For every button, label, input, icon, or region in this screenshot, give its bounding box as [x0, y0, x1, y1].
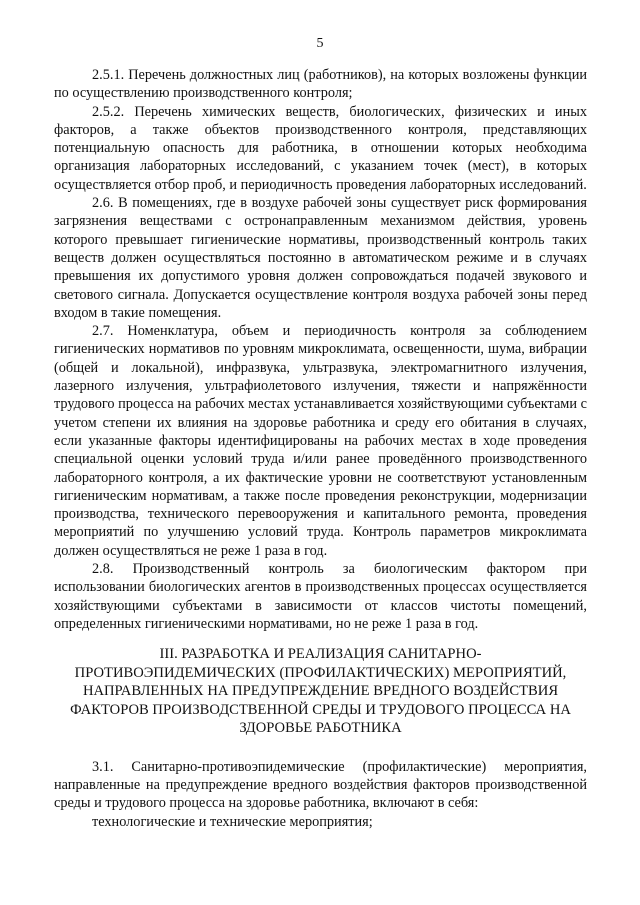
document-body: [54, 66, 587, 831]
paragraph-2-8: 2.8. Производственный контроль за биологическим фактором при использовании биологических агентов в производственных процессах осуществляется хозяйствующими субъектами в зависимости от классов чистоты помещений, определенных гигиеническими нормативами, но не реже 1 раза в год.: [54, 561, 587, 632]
paragraph-2-6: 2.6. В помещениях, где в воздухе рабочей зоны существует риск формирования загрязнения веществами с остронаправленным механизмом действия, уровень которого превышает гигиенические нормативы, производственный контроль таких веществ должен осуществляться постоянно в автоматическом режиме и в случаях превышения их допустимого уровня должен сопровождаться подачей звукового и светового сигнала. Допускается осуществление контроля воздуха рабочей зоны перед входом в такие помещения.: [54, 195, 587, 321]
section-heading: III. РАЗРАБОТКА И РЕАЛИЗАЦИЯ САНИТАРНО-ПРОТИВОЭПИДЕМИЧЕСКИХ (ПРОФИЛАКТИЧЕСКИХ) МЕРОПРИЯТИЙ, НАПРАВЛЕННЫХ НА ПРЕДУПРЕЖДЕНИЕ ВРЕДНОГО ВОЗДЕЙСТВИЯ ФАКТОРОВ ПРОИЗВОДСТВЕННОЙ СРЕДЫ И ТРУДОВОГО ПРОЦЕССА НА ЗДОРОВЬЕ РАБОТНИКА: [70, 646, 571, 737]
paragraph-3-1: 3.1. Санитарно-противоэпидемические (профилактические) мероприятия, направленные на предупреждение вредного воздействия факторов производственной среды и трудового процесса на здоровье работника, включают в себя:: [54, 758, 587, 812]
paragraph-2-7: 2.7. Номенклатура, объем и периодичность контроля за соблюдением гигиенических нормативов по уровням микроклимата, освещенности, шума, вибрации (общей и локальной), инфразвука, ультразвука, электромагнитного излучения, лазерного излучения, ультрафиолетового излучения, тяжести и напряжённости трудового процесса на рабочих местах устанавливается хозяйствующими субъектами с учетом степени их влияния на здоровье работника и среду его обитания в случаях, если указанные факторы идентифицированы на рабочих местах в ходе проведения специальной оценки условий труда и/или ранее проведённого производственного лабораторного контроля, а их фактические уровни не соответствуют установленным гигиеническим нормативам, а также после проведения реконструкции, модернизации производства, технического перевооружения и капитального ремонта, проведения мероприятий по улучшению условий труда. Контроль параметров микроклимата должен осуществляться не реже 1 раза в год.: [54, 323, 587, 559]
paragraph-2-5-1: 2.5.1. Перечень должностных лиц (работников), на которых возложены функции по осуществлению производственного контроля;: [54, 67, 587, 102]
paragraph-2-5-2: 2.5.2. Перечень химических веществ, биологических, физических и иных факторов, а также объектов производственного контроля, представляющих потенциальную опасность для работника, в отношении которых необходима организация лабораторных исследований, с указанием точек (мест), в которых осуществляется отбор проб, и периодичность проведения лабораторных исследований.: [54, 103, 587, 193]
list-item-technological-measures: технологические и технические мероприятия;: [92, 813, 373, 830]
page-number: 5: [316, 36, 324, 51]
